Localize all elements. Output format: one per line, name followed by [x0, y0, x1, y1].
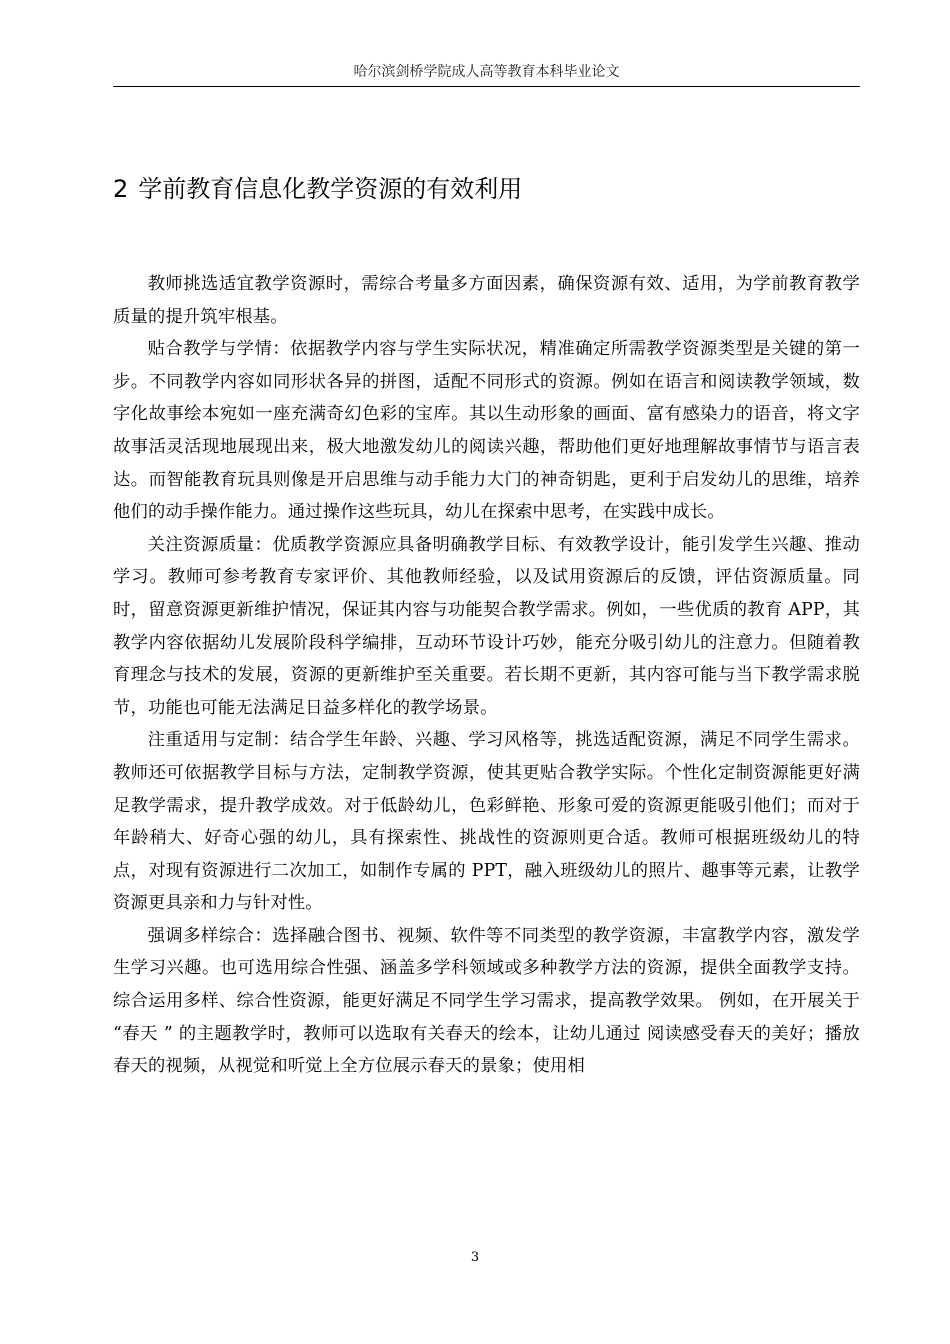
section-heading	[113, 172, 522, 206]
header-divider	[113, 86, 860, 87]
paragraph-resource-quality: 关注资源质量：优质教学资源应具备明确教学目标、有效教学设计，能引发学生兴趣、推动学习。教师可参考教育专家评价、其他教师经验，以及试用资源后的反馈，评估资源质量。同时，留意资源更新维护情况，保证其内容与功能契合教学需求。例如，一些优质的教育 APP，其教学内容依据幼儿发展阶段科学编排，互动环节设计巧妙，能充分吸引幼儿的注意力。但随着教育理念与技术的发展，资源的更新维护至关重要。若长期不更新，其内容可能与当下教学需求脱节，功能也可能无法满足日益多样化的教学场景。	[113, 534, 860, 718]
section-title-text: 学前教育信息化教学资源的有效利用	[138, 175, 523, 203]
page-number: 3	[470, 1250, 480, 1265]
paragraph-intro: 教师挑选适宜教学资源时，需综合考量多方面因素，确保资源有效、适用，为学前教育教学质量的提升筑牢根基。	[113, 274, 860, 327]
running-header: 哈尔滨剑桥学院成人高等教育本科毕业论文	[353, 64, 620, 80]
paragraph-diversity-integration: 强调多样综合：选择融合图书、视频、软件等不同类型的教学资源，丰富教学内容，激发学生学习兴趣。也可选用综合性强、涵盖多学科领域或多种教学方法的资源，提供全面教学支持。综合运用多样、综合性资源，能更好满足不同学生学习需求，提高教学效果。 例如，在开展关于 “春天 ” 的主题教学时，教师可以选取有关春天的绘本，让幼儿通过 阅读感受春天的美好；播放春天的视频，从视觉和听觉上全方位展示春天的景象；使用相	[113, 925, 860, 1077]
body-text	[113, 268, 860, 1083]
section-number: 2	[113, 175, 129, 203]
paragraph-teaching-fit: 贴合教学与学情：依据教学内容与学生实际状况，精准确定所需教学资源类型是关键的第一步。不同教学内容如同形状各异的拼图，适配不同形式的资源。例如在语言和阅读教学领域，数字化故事绘本宛如一座充满奇幻色彩的宝库。其以生动形象的画面、富有感染力的语音，将文字故事活灵活现地展现出来，极大地激发幼儿的阅读兴趣，帮助他们更好地理解故事情节与语言表达。而智能教育玩具则像是开启思维与动手能力大门的神奇钥匙，更利于启发幼儿的思维，培养他们的动手操作能力。通过操作这些玩具，幼儿在探索中思考，在实践中成长。	[113, 339, 860, 523]
paragraph-applicability-customization: 注重适用与定制：结合学生年龄、兴趣、学习风格等，挑选适配资源，满足不同学生需求。教师还可依据教学目标与方法，定制教学资源，使其更贴合教学实际。个性化定制资源能更好满足教学需求，提升教学成效。对于低龄幼儿，色彩鲜艳、形象可爱的资源更能吸引他们；而对于年龄稍大、好奇心强的幼儿，具有探索性、挑战性的资源则更合适。教师可根据班级幼儿的特点，对现有资源进行二次加工，如制作专属的 PPT，融入班级幼儿的照片、趣事等元素，让教学资源更具亲和力与针对性。	[113, 730, 860, 914]
